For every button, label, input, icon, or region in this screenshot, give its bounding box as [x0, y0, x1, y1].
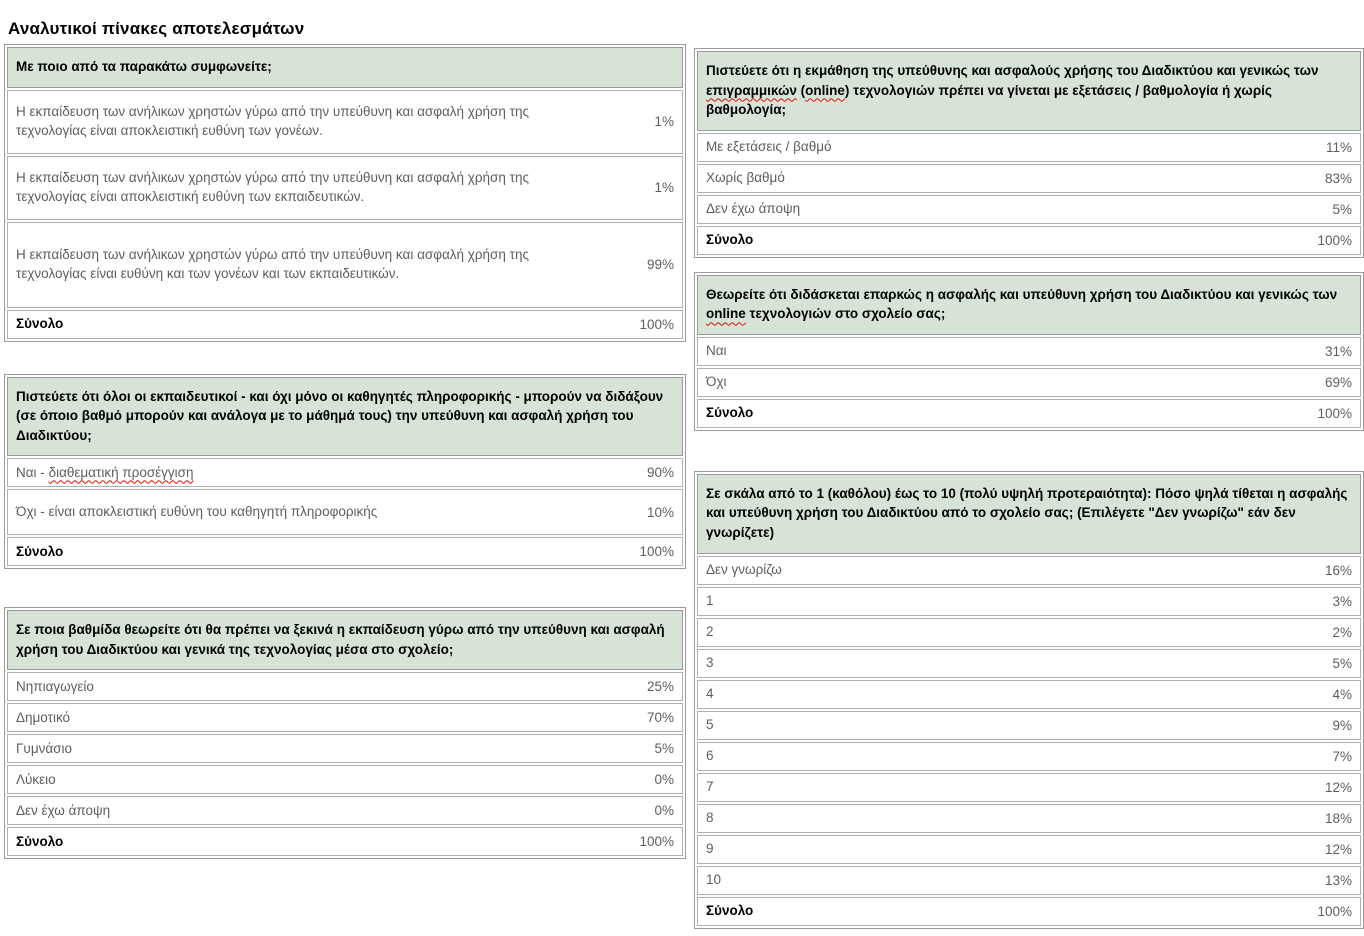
answer-value: 16% [1324, 562, 1352, 578]
answer-value: 1% [654, 180, 674, 196]
answer-label: 1 [706, 592, 714, 608]
table-question: Πιστεύετε ότι όλοι οι εκπαιδευτικοί - και όχι μόνο οι καθηγητές πληροφορικής - μπορούν να διδάξουν (σε όποιο βαθμό μπορούν και ανάλογα με το μάθημά τους) την υπεύθυνη και ασφαλή χρήση του Διαδικτύου; [7, 377, 683, 457]
answer-value: 11% [1325, 139, 1352, 155]
answer-row [697, 337, 1361, 366]
answer-row [697, 195, 1361, 224]
answer-value: 1% [654, 114, 674, 130]
answer-value: 25% [646, 679, 674, 695]
answer-row [697, 164, 1361, 193]
answer-value: 12% [1324, 841, 1352, 857]
answer-row [7, 734, 683, 763]
survey-table-priority-scale [694, 471, 1364, 929]
table-question: Πιστεύετε ότι η εκμάθηση της υπεύθυνης και ασφαλούς χρήσης του Διαδικτύου και γενικώς των επιγραμμικών (online) τεχνολογιών πρέπει να γίνεται με εξετάσεις / βαθμολογία ή χωρίς βαθμολογία; [697, 51, 1361, 131]
answer-row [697, 649, 1361, 678]
total-value: 100% [639, 834, 674, 850]
answer-label: 5 [706, 716, 714, 732]
answer-label: 8 [706, 809, 714, 825]
answer-row [697, 133, 1361, 162]
answer-value: 3% [1332, 593, 1352, 609]
total-row [697, 399, 1361, 428]
total-value: 100% [1317, 405, 1352, 421]
answer-label: Λύκειο [16, 771, 56, 787]
total-row [697, 226, 1361, 255]
answer-row [7, 90, 683, 154]
table-question: Σε σκάλα από το 1 (καθόλου) έως το 10 (πολύ υψηλή προτεραιότητα): Πόσο ψηλά τίθεται η ασφαλής και υπεύθυνη χρήση του Διαδικτύου από το σχολείο σας; (Επιλέγετε "Δεν γνωρίζω" εάν δεν γνωρίζετε) [697, 474, 1361, 554]
total-label: Σύνολο [16, 315, 64, 331]
answer-row [7, 222, 683, 308]
answer-row [697, 618, 1361, 647]
answer-row [7, 672, 683, 701]
answer-value: 18% [1324, 810, 1352, 826]
answer-value: 7% [1332, 748, 1352, 764]
total-row [7, 310, 683, 339]
total-value: 100% [1317, 903, 1352, 919]
survey-table-grading [694, 48, 1364, 258]
answer-label: 3 [706, 654, 714, 670]
answer-label: 6 [706, 747, 714, 763]
answer-label: Η εκπαίδευση των ανήλικων χρηστών γύρω από την υπεύθυνη και ασφαλή χρήση της τεχνολογίας είναι ευθύνη και των γονέων και των εκπαιδευτικών. [16, 247, 529, 281]
answer-value: 13% [1324, 872, 1352, 888]
survey-table-all-teachers [4, 374, 686, 570]
total-value: 100% [639, 316, 674, 332]
total-label: Σύνολο [16, 833, 64, 849]
total-row [7, 537, 683, 566]
answer-value: 2% [1332, 624, 1352, 640]
answer-row [7, 458, 683, 487]
total-label: Σύνολο [16, 543, 64, 559]
answer-value: 0% [654, 772, 674, 788]
total-value: 100% [1317, 232, 1352, 248]
answer-label: Η εκπαίδευση των ανήλικων χρηστών γύρω από την υπεύθυνη και ασφαλή χρήση της τεχνολογίας είναι αποκλειστική ευθύνη των γονέων. [16, 104, 529, 138]
answer-label: Η εκπαίδευση των ανήλικων χρηστών γύρω από την υπεύθυνη και ασφαλή χρήση της τεχνολογίας είναι αποκλειστική ευθύνη των εκπαιδευτικών. [16, 170, 529, 204]
answer-row [7, 489, 683, 535]
table-question: Σε ποια βαθμίδα θεωρείτε ότι θα πρέπει να ξεκινά η εκπαίδευση γύρω από την υπεύθυνη και ασφαλή χρήση του Διαδικτύου και γενικά της τεχνολογίας μέσα στο σχολείο; [7, 610, 683, 670]
answer-row [7, 765, 683, 794]
right-column [694, 48, 1364, 929]
answer-row [697, 804, 1361, 833]
answer-label: Δημοτικό [16, 709, 71, 725]
total-label: Σύνολο [706, 232, 754, 248]
survey-table-agree-statement [4, 44, 686, 342]
answer-value: 12% [1324, 779, 1352, 795]
answer-row [697, 866, 1361, 895]
answer-row [697, 773, 1361, 802]
answer-row [697, 680, 1361, 709]
page-title: Αναλυτικοί πίνακες αποτελεσμάτων [8, 19, 305, 39]
answer-row [697, 742, 1361, 771]
answer-row [7, 703, 683, 732]
answer-label: 9 [706, 840, 714, 856]
total-label: Σύνολο [706, 902, 754, 918]
answer-row [7, 156, 683, 220]
answer-label: Δεν γνωρίζω [706, 561, 782, 577]
survey-table-taught-adequately [694, 272, 1364, 431]
answer-row [697, 368, 1361, 397]
answer-label: 10 [706, 871, 722, 887]
answer-value: 99% [646, 257, 674, 273]
answer-value: 83% [1324, 170, 1352, 186]
answer-row [697, 711, 1361, 740]
answer-label: Γυμνάσιο [16, 740, 72, 756]
answer-label: Ναι - διαθεματική προσέγγιση [16, 464, 194, 480]
answer-value: 0% [654, 803, 674, 819]
answer-label: 4 [706, 685, 714, 701]
left-column [4, 44, 686, 859]
answer-label: Δεν έχω άποψη [706, 201, 801, 217]
total-value: 100% [639, 544, 674, 560]
answer-value: 69% [1324, 374, 1352, 390]
answer-value: 10% [646, 504, 674, 520]
table-question: Θεωρείτε ότι διδάσκεται επαρκώς η ασφαλής και υπεύθυνη χρήση του Διαδικτύου και γενικώς των online τεχνολογιών στο σχολείο σας; [697, 275, 1361, 335]
answer-row [697, 556, 1361, 585]
answer-label: Ναι [706, 343, 727, 359]
answer-label: 2 [706, 623, 714, 639]
answer-label: Νηπιαγωγείο [16, 678, 94, 694]
answer-label: Με εξετάσεις / βαθμό [706, 139, 832, 155]
total-row [7, 827, 683, 856]
answer-value: 70% [646, 710, 674, 726]
answer-value: 90% [646, 465, 674, 481]
total-label: Σύνολο [706, 405, 754, 421]
answer-value: 5% [1332, 201, 1352, 217]
answer-row [697, 835, 1361, 864]
answer-value: 5% [654, 741, 674, 757]
survey-table-education-level [4, 607, 686, 859]
answer-value: 31% [1324, 343, 1352, 359]
answer-row [7, 796, 683, 825]
answer-value: 9% [1332, 717, 1352, 733]
answer-row [697, 587, 1361, 616]
table-question: Με ποιο από τα παρακάτω συμφωνείτε; [7, 47, 683, 88]
total-row [697, 897, 1361, 926]
answer-value: 4% [1332, 686, 1352, 702]
answer-label: Χωρίς βαθμό [706, 170, 785, 186]
answer-label: 7 [706, 778, 714, 794]
answer-label: Δεν έχω άποψη [16, 802, 111, 818]
answer-label: Όχι - είναι αποκλειστική ευθύνη του καθηγητή πληροφορικής [16, 504, 378, 520]
answer-value: 5% [1332, 655, 1352, 671]
answer-label: Όχι [706, 374, 727, 390]
